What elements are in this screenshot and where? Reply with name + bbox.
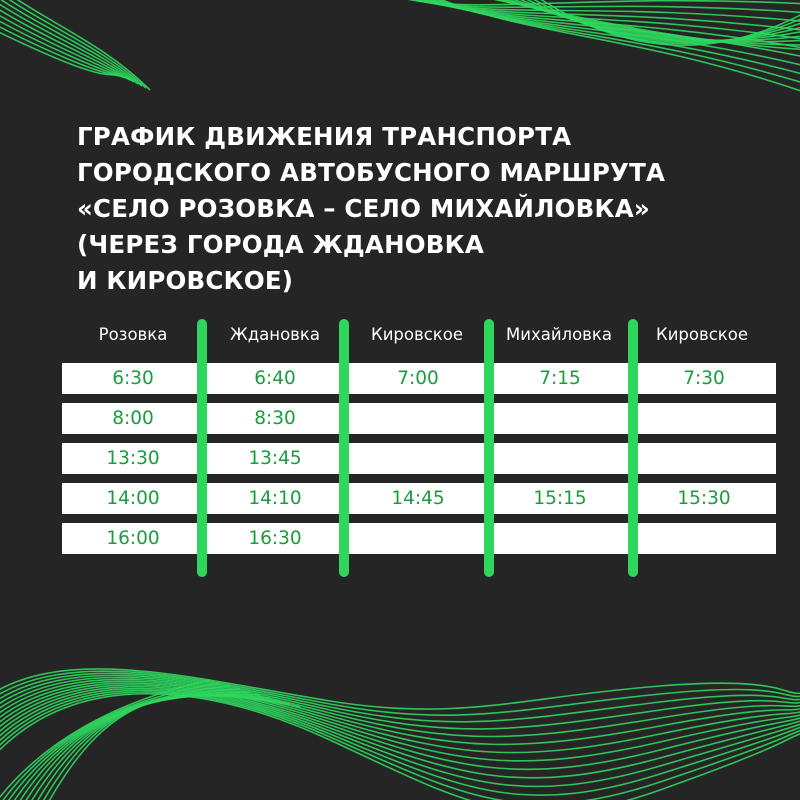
time-cell bbox=[347, 403, 489, 434]
time-cell: 13:45 bbox=[248, 448, 302, 469]
wave-line bbox=[0, 669, 800, 709]
wave-line bbox=[402, 0, 800, 31]
time-cell: 7:15 bbox=[539, 368, 581, 389]
time-cell: 8:00 bbox=[112, 408, 154, 429]
wave-line bbox=[0, 28, 118, 75]
wave-line bbox=[26, 695, 270, 800]
table-row bbox=[62, 403, 776, 434]
wave-line bbox=[418, 0, 800, 67]
wave-line bbox=[0, 16, 126, 78]
title-line: И КИРОВСКОЕ) bbox=[77, 266, 294, 295]
wave-line bbox=[38, 696, 290, 800]
wave-line bbox=[410, 0, 800, 49]
wave-line bbox=[0, 0, 142, 86]
wave-line bbox=[0, 0, 150, 90]
column-header-mikhaylovka: Михайловка bbox=[505, 325, 612, 344]
wave-line bbox=[0, 671, 800, 715]
table-row bbox=[62, 483, 776, 514]
wave-line bbox=[0, 673, 800, 722]
column-header-kirovskoe-return: Кировское bbox=[655, 325, 748, 344]
wave-line bbox=[2, 686, 230, 800]
table-row bbox=[62, 523, 776, 554]
wave-line bbox=[0, 675, 800, 729]
time-cell: 7:30 bbox=[683, 368, 725, 389]
wave-line bbox=[0, 0, 146, 88]
wave-line bbox=[0, 690, 800, 795]
wave-line bbox=[470, 0, 800, 50]
time-cell: 15:30 bbox=[677, 488, 731, 509]
column-divider bbox=[628, 319, 638, 577]
wave-line bbox=[390, 0, 800, 5]
wave-line bbox=[0, 681, 800, 752]
wave-line bbox=[44, 695, 300, 800]
time-cell: 16:30 bbox=[248, 528, 302, 549]
table-row bbox=[62, 443, 776, 474]
time-cell bbox=[633, 523, 775, 554]
time-cell: 8:30 bbox=[254, 408, 296, 429]
time-cell bbox=[489, 403, 631, 434]
wave-line bbox=[486, 0, 800, 42]
time-cell bbox=[347, 523, 489, 554]
time-cell bbox=[489, 443, 631, 474]
time-cell bbox=[347, 443, 489, 474]
wave-line bbox=[422, 0, 800, 76]
wave-line bbox=[534, 0, 800, 45]
wave-line bbox=[518, 0, 800, 42]
wave-line bbox=[478, 0, 800, 45]
time-cell: 14:45 bbox=[391, 488, 445, 509]
wave-line bbox=[502, 0, 800, 40]
column-header-kirovskoe: Кировское bbox=[370, 325, 463, 344]
time-cell: 6:40 bbox=[254, 368, 296, 389]
time-cell bbox=[489, 523, 631, 554]
schedule-title bbox=[77, 119, 767, 299]
table-row bbox=[62, 363, 776, 394]
time-cell: 7:00 bbox=[397, 368, 439, 389]
time-cell: 16:00 bbox=[106, 528, 160, 549]
wave-line bbox=[406, 0, 800, 40]
title-line: ГРАФИК ДВИЖЕНИЯ ТРАНСПОРТА bbox=[77, 122, 572, 151]
wave-line bbox=[394, 0, 800, 13]
column-divider bbox=[484, 319, 494, 577]
title-line: (ЧЕРЕЗ ГОРОДА ЖДАНОВКА bbox=[77, 230, 485, 259]
wave-line bbox=[0, 677, 800, 736]
time-cell: 6:30 bbox=[112, 368, 154, 389]
wave-line bbox=[0, 680, 210, 800]
wave-line bbox=[0, 687, 800, 778]
wave-line bbox=[0, 0, 138, 84]
time-cell bbox=[633, 443, 775, 474]
wave-line bbox=[0, 694, 800, 800]
title-line: ГОРОДСКОГО АВТОБУСНОГО МАРШРУТА bbox=[77, 158, 666, 187]
time-cell: 14:10 bbox=[248, 488, 302, 509]
wave-line bbox=[426, 0, 800, 85]
wave-line bbox=[20, 694, 260, 800]
column-divider bbox=[339, 319, 349, 577]
wave-line bbox=[0, 685, 800, 769]
wave-line bbox=[494, 0, 800, 40]
wave-line bbox=[0, 688, 800, 786]
wave-line bbox=[0, 22, 122, 76]
wave-line bbox=[0, 10, 130, 80]
column-header-zhdanovka: Ждановка bbox=[230, 325, 320, 344]
time-cell: 14:00 bbox=[106, 488, 160, 509]
wave-line bbox=[14, 692, 250, 800]
wave-line bbox=[8, 689, 240, 800]
wave-line bbox=[510, 0, 800, 41]
wave-line bbox=[430, 0, 800, 94]
title-line: «СЕЛО РОЗОВКА – СЕЛО МИХАЙЛОВКА» bbox=[77, 194, 650, 223]
wave-line bbox=[526, 0, 800, 44]
wave-line bbox=[0, 4, 134, 82]
column-header-rozovka: Розовка bbox=[98, 325, 168, 344]
time-cell: 13:30 bbox=[106, 448, 160, 469]
column-divider bbox=[197, 319, 207, 577]
wave-line bbox=[414, 0, 800, 58]
wave-line bbox=[0, 683, 800, 761]
wave-line bbox=[0, 679, 800, 744]
wave-line bbox=[0, 692, 800, 800]
column-headers bbox=[62, 321, 776, 349]
time-cell: 15:15 bbox=[533, 488, 587, 509]
time-cell bbox=[633, 403, 775, 434]
wave-line bbox=[0, 683, 220, 800]
wave-line bbox=[398, 0, 800, 22]
wave-line bbox=[32, 696, 280, 800]
